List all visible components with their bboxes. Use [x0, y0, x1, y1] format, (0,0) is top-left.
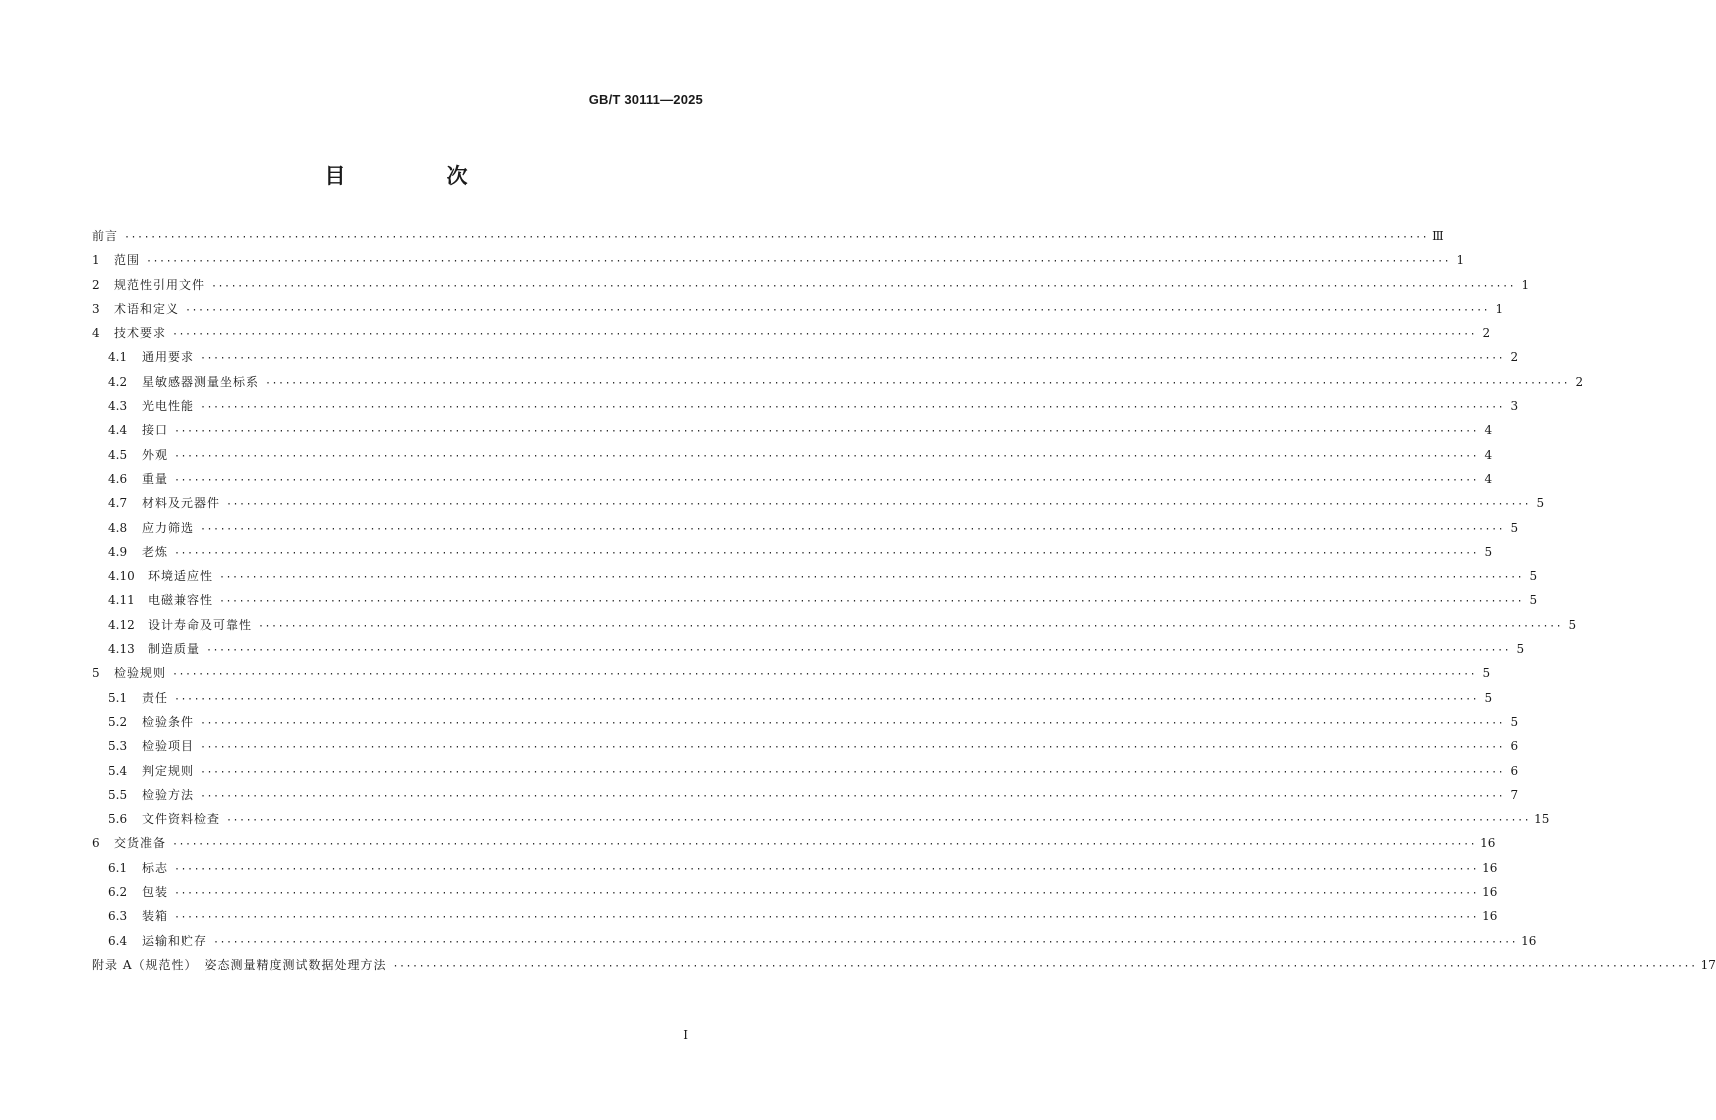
toc-leader-dots: ········································································································································································································	[174, 474, 1479, 486]
toc-entry-label: 运输和贮存	[142, 933, 208, 948]
toc-entry-number: 5.4	[108, 763, 128, 778]
toc-entry-label: 前言	[92, 229, 119, 243]
table-of-contents	[92, 224, 1716, 977]
toc-entry-label: 附录 A（规范性） 姿态测量精度测试数据处理方法	[92, 957, 387, 972]
toc-entry[interactable]	[92, 443, 1493, 467]
toc-entry[interactable]	[92, 588, 1538, 612]
toc-entry-page: 5	[1568, 617, 1577, 632]
toc-entry-number: 6	[92, 836, 100, 851]
toc-entry-page: 5	[1484, 544, 1493, 559]
toc-entry-label: 检验条件	[142, 714, 195, 729]
toc-leader-dots: ········································································································································································································	[200, 402, 1505, 414]
toc-entry[interactable]	[92, 807, 1550, 831]
toc-entry-page: 16	[1482, 885, 1498, 900]
toc-entry[interactable]	[92, 248, 1465, 272]
toc-leader-dots: ········································································································································································································	[146, 256, 1451, 268]
toc-leader-dots: ········································································································································································································	[174, 912, 1479, 924]
toc-leader-dots: ········································································································································································································	[226, 499, 1531, 511]
toc-entry-number: 4.13	[108, 642, 135, 657]
toc-entry-number: 4.5	[108, 447, 128, 462]
toc-entry-number: 5.3	[108, 739, 128, 754]
toc-entry-label: 检验项目	[142, 739, 195, 754]
toc-entry-label: 范围	[114, 253, 141, 268]
toc-entry-page: 6	[1510, 763, 1519, 778]
toc-entry[interactable]	[92, 783, 1519, 807]
toc-entry[interactable]	[92, 540, 1493, 564]
page-number: I	[683, 1028, 688, 1042]
toc-entry-label: 电磁兼容性	[148, 593, 214, 608]
toc-leader-dots: ········································································································································································································	[200, 717, 1505, 729]
toc-leader-dots: ········································································································································································································	[265, 377, 1570, 389]
toc-entry[interactable]	[92, 929, 1537, 953]
toc-leader-dots: ········································································································································································································	[174, 450, 1479, 462]
toc-entry[interactable]	[92, 613, 1577, 637]
toc-entry-page: 4	[1484, 447, 1493, 462]
toc-entry-number: 5.1	[108, 690, 128, 705]
toc-entry-page: 5	[1484, 690, 1493, 705]
toc-entry-page: 5	[1510, 714, 1519, 729]
toc-entry-number: 4.8	[108, 520, 128, 535]
toc-entry-label: 装箱	[142, 909, 169, 924]
toc-entry-label: 环境适应性	[148, 569, 214, 584]
toc-entry-label: 制造质量	[148, 642, 201, 657]
toc-entry[interactable]	[92, 831, 1496, 855]
toc-entry-number: 6.1	[108, 860, 128, 875]
toc-entry-page: 5	[1516, 642, 1525, 657]
toc-entry-page: 2	[1510, 350, 1519, 365]
toc-entry-number: 4.2	[108, 374, 128, 389]
toc-entry[interactable]	[92, 856, 1498, 880]
toc-entry-page: 16	[1480, 836, 1496, 851]
toc-entry-page: 5	[1536, 496, 1545, 511]
toc-leader-dots: ········································································································································································································	[185, 304, 1490, 316]
toc-entry[interactable]	[92, 394, 1519, 418]
toc-leader-dots: ········································································································································································································	[172, 669, 1477, 681]
toc-entry-page: 4	[1484, 423, 1493, 438]
toc-entry-page: 16	[1482, 909, 1498, 924]
toc-entry[interactable]	[92, 904, 1498, 928]
toc-entry-label: 应力筛选	[142, 520, 195, 535]
toc-entry-page: 16	[1482, 860, 1498, 875]
toc-entry-number: 6.2	[108, 885, 128, 900]
toc-entry[interactable]	[92, 345, 1519, 369]
toc-leader-dots: ········································································································································································································	[392, 960, 1697, 972]
toc-entry-page: 16	[1521, 933, 1537, 948]
toc-entry-page: 5	[1529, 569, 1538, 584]
toc-entry-label: 接口	[142, 423, 169, 438]
toc-entry-label: 材料及元器件	[142, 496, 221, 511]
toc-entry-number: 1	[92, 253, 100, 268]
toc-entry-label: 外观	[142, 447, 169, 462]
toc-leader-dots: ········································································································································································································	[219, 572, 1524, 584]
toc-entry[interactable]	[92, 686, 1493, 710]
toc-entry-page: 15	[1534, 812, 1550, 827]
toc-entry-number: 5	[92, 666, 100, 681]
toc-leader-dots: ········································································································································································································	[200, 790, 1505, 802]
toc-entry-number: 5.5	[108, 787, 128, 802]
toc-entry-number: 4.12	[108, 617, 135, 632]
toc-leader-dots: ········································································································································································································	[258, 620, 1563, 632]
toc-entry[interactable]	[92, 297, 1504, 321]
toc-entry[interactable]	[92, 273, 1530, 297]
toc-entry-page: 3	[1510, 399, 1519, 414]
toc-entry-number: 4.7	[108, 496, 128, 511]
toc-entry-page: 1	[1521, 277, 1530, 292]
toc-entry-label: 星敏感器测量坐标系	[142, 374, 260, 389]
toc-entry-number: 5.6	[108, 812, 128, 827]
toc-leader-dots: ········································································································································································································	[200, 523, 1505, 535]
toc-entry-label: 责任	[142, 690, 169, 705]
toc-entry-page: 5	[1510, 520, 1519, 535]
toc-entry-page: 1	[1495, 301, 1504, 316]
toc-entry[interactable]	[92, 661, 1491, 685]
toc-entry-label: 判定规则	[142, 763, 195, 778]
toc-entry[interactable]	[92, 370, 1584, 394]
toc-entry[interactable]	[92, 224, 1444, 248]
toc-leader-dots: ········································································································································································································	[200, 766, 1505, 778]
toc-entry-number: 4.3	[108, 399, 128, 414]
toc-entry[interactable]	[92, 418, 1493, 442]
toc-leader-dots: ········································································································································································································	[174, 426, 1479, 438]
toc-entry[interactable]	[92, 564, 1538, 588]
toc-entry[interactable]	[92, 734, 1519, 758]
toc-entry-label: 设计寿命及可靠性	[148, 617, 253, 632]
toc-leader-dots: ········································································································································································································	[211, 280, 1516, 292]
toc-entry[interactable]	[92, 467, 1493, 491]
toc-entry-page: Ⅲ	[1432, 229, 1444, 243]
toc-leader-dots: ········································································································································································································	[206, 645, 1511, 657]
toc-entry[interactable]	[92, 516, 1519, 540]
toc-entry-page: 7	[1510, 787, 1519, 802]
toc-entry-page: 5	[1529, 593, 1538, 608]
toc-entry[interactable]	[92, 759, 1519, 783]
toc-entry-label: 术语和定义	[114, 301, 180, 316]
toc-leader-dots: ········································································································································································································	[226, 815, 1531, 827]
toc-entry-number: 5.2	[108, 714, 128, 729]
toc-entry-number: 4.6	[108, 471, 128, 486]
toc-entry-page: 4	[1484, 471, 1493, 486]
toc-entry-label: 重量	[142, 471, 169, 486]
toc-entry[interactable]	[92, 321, 1491, 345]
toc-entry-page: 2	[1575, 374, 1584, 389]
toc-entry-page: 2	[1482, 326, 1491, 341]
toc-leader-dots: ········································································································································································································	[200, 353, 1505, 365]
toc-entry-number: 4.1	[108, 350, 128, 365]
toc-entry-label: 技术要求	[114, 326, 167, 341]
toc-entry-number: 2	[92, 277, 100, 292]
toc-entry-label: 检验规则	[114, 666, 167, 681]
toc-entry-label: 交货准备	[114, 836, 167, 851]
toc-leader-dots: ········································································································································································································	[200, 742, 1505, 754]
toc-entry[interactable]	[92, 880, 1498, 904]
toc-entry-label: 包装	[142, 885, 169, 900]
toc-entry-label: 检验方法	[142, 787, 195, 802]
toc-entry-number: 3	[92, 301, 100, 316]
toc-entry-label: 规范性引用文件	[114, 277, 206, 292]
toc-entry-label: 老炼	[142, 544, 169, 559]
toc-leader-dots: ········································································································································································································	[174, 693, 1479, 705]
toc-entry[interactable]	[92, 710, 1519, 734]
standard-code: GB/T 30111—2025	[588, 92, 703, 107]
toc-entry-page: 17	[1700, 957, 1716, 972]
toc-entry[interactable]	[92, 953, 1716, 977]
toc-entry-label: 标志	[142, 860, 169, 875]
toc-entry-number: 6.3	[108, 909, 128, 924]
toc-leader-dots: ········································································································································································································	[172, 839, 1477, 851]
toc-entry-page: 1	[1456, 253, 1465, 268]
toc-leader-dots: ········································································································································································································	[174, 547, 1479, 559]
toc-entry[interactable]	[92, 637, 1525, 661]
toc-leader-dots: ········································································································································································································	[174, 863, 1479, 875]
toc-entry-number: 4.11	[108, 593, 135, 608]
toc-leader-dots: ········································································································································································································	[174, 888, 1479, 900]
toc-entry-number: 6.4	[108, 933, 128, 948]
toc-entry-number: 4.9	[108, 544, 128, 559]
toc-entry-number: 4.10	[108, 569, 135, 584]
page-title: 目 次	[324, 163, 508, 188]
toc-leader-dots: ········································································································································································································	[213, 936, 1518, 948]
toc-entry-label: 通用要求	[142, 350, 195, 365]
toc-leader-dots: ········································································································································································································	[124, 232, 1429, 243]
toc-entry-page: 5	[1482, 666, 1491, 681]
toc-entry-label: 光电性能	[142, 399, 195, 414]
toc-entry-number: 4.4	[108, 423, 128, 438]
toc-entry-page: 6	[1510, 739, 1519, 754]
toc-leader-dots: ········································································································································································································	[219, 596, 1524, 608]
toc-entry-label: 文件资料检查	[142, 812, 221, 827]
toc-entry[interactable]	[92, 491, 1545, 515]
toc-entry-number: 4	[92, 326, 100, 341]
toc-leader-dots: ········································································································································································································	[172, 329, 1477, 341]
